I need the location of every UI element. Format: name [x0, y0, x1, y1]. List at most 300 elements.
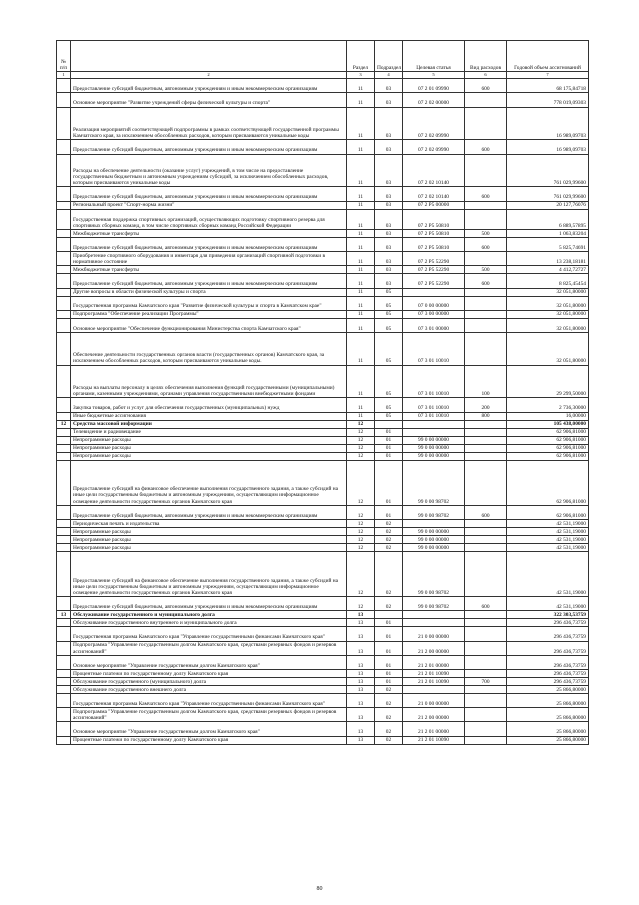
row-expense-type: 500 — [465, 229, 507, 237]
row-razdel: 13 — [347, 619, 375, 627]
row-expense-type — [465, 544, 507, 552]
row-podrazdel: 01 — [375, 452, 403, 460]
row-name: Обслуживание государственного внешнего долга — [71, 685, 347, 693]
table-row — [57, 708, 589, 722]
row-expense-type — [465, 685, 507, 693]
row-number — [57, 428, 71, 436]
row-podrazdel: 02 — [375, 520, 403, 528]
row-name: Подпрограмма "Управление государственным долгом Камчатского края, средствами резервных фондов и резервов ассигнований" — [71, 641, 347, 655]
row-name: Предоставление субсидий на финансовое обеспечение выполнения государственного задания, а также субсидий на иные цели государственным бюджетным и автономным учреждениям, осуществляющим информационное освещение деятельности государственных органов Камчатского края — [71, 552, 347, 597]
table-row — [57, 310, 589, 318]
row-razdel: 11 — [347, 274, 375, 288]
row-name: Непрограммные расходы — [71, 436, 347, 444]
table-row — [57, 93, 589, 107]
row-number — [57, 677, 71, 685]
row-number — [57, 398, 71, 412]
row-target-article: 21 2 01 10090 — [403, 677, 465, 685]
row-name: Периодическая печать и издательства — [71, 520, 347, 528]
row-razdel: 12 — [347, 597, 375, 611]
row-number — [57, 154, 71, 187]
table-row — [57, 611, 589, 619]
row-razdel: 11 — [347, 398, 375, 412]
row-podrazdel: 05 — [375, 318, 403, 332]
row-amount: 296 436,73759 — [507, 627, 589, 641]
page-number: 80 — [316, 886, 323, 892]
row-expense-type — [465, 641, 507, 655]
row-podrazdel — [375, 611, 403, 619]
row-number — [57, 520, 71, 528]
column-index: 4 — [375, 72, 403, 79]
row-name: Основное мероприятие "Управление государственным долгом Камчатского края" — [71, 655, 347, 669]
row-expense-type — [465, 420, 507, 428]
table-row — [57, 677, 589, 685]
row-number — [57, 536, 71, 544]
row-podrazdel: 02 — [375, 536, 403, 544]
row-amount: 6 889,57895 — [507, 209, 589, 229]
row-razdel: 11 — [347, 229, 375, 237]
row-expense-type: 600 — [465, 597, 507, 611]
row-razdel: 13 — [347, 736, 375, 744]
row-target-article: 07 2 02 10140 — [403, 154, 465, 187]
row-amount: 296 436,73759 — [507, 669, 589, 677]
row-podrazdel: 05 — [375, 412, 403, 420]
row-expense-type — [465, 736, 507, 744]
row-amount: 296 436,73759 — [507, 655, 589, 669]
row-amount: 4 412,72727 — [507, 266, 589, 274]
row-target-article — [403, 428, 465, 436]
row-target-article — [403, 288, 465, 296]
row-razdel: 12 — [347, 536, 375, 544]
row-expense-type — [465, 536, 507, 544]
row-target-article: 21 2 01 10090 — [403, 669, 465, 677]
table-row — [57, 693, 589, 707]
row-target-article: 07 2 P5 50810 — [403, 237, 465, 251]
row-podrazdel: 01 — [375, 444, 403, 452]
row-podrazdel: 05 — [375, 288, 403, 296]
row-number — [57, 93, 71, 107]
row-razdel: 11 — [347, 140, 375, 154]
table-row — [57, 229, 589, 237]
row-number — [57, 597, 71, 611]
row-razdel: 12 — [347, 520, 375, 528]
row-name: Предоставление субсидий бюджетным, автономным учреждениям и иным некоммерческим организациям — [71, 79, 347, 93]
header-target-article: Целевая статья — [403, 41, 465, 72]
row-number — [57, 708, 71, 722]
table-row — [57, 107, 589, 140]
row-target-article: 99 0 00 00000 — [403, 444, 465, 452]
row-number — [57, 266, 71, 274]
row-podrazdel: 05 — [375, 398, 403, 412]
row-amount: 20 127,76076 — [507, 201, 589, 209]
row-amount: 5 825,74691 — [507, 237, 589, 251]
table-row — [57, 552, 589, 597]
row-expense-type: 700 — [465, 677, 507, 685]
row-podrazdel: 05 — [375, 332, 403, 365]
table-row — [57, 154, 589, 187]
row-name: Обеспечение деятельности государственных органов власти (государственных органов) Камчатского края, за исключением обособленных расходов, которым присваиваются уникальные коды. — [71, 332, 347, 365]
row-expense-type — [465, 552, 507, 597]
row-target-article — [403, 420, 465, 428]
row-podrazdel: 01 — [375, 677, 403, 685]
row-podrazdel: 02 — [375, 736, 403, 744]
table-row — [57, 544, 589, 552]
table-row — [57, 201, 589, 209]
row-podrazdel: 01 — [375, 460, 403, 505]
row-number — [57, 209, 71, 229]
row-amount: 1 063,83204 — [507, 229, 589, 237]
row-razdel: 11 — [347, 310, 375, 318]
row-expense-type — [465, 201, 507, 209]
row-razdel: 12 — [347, 544, 375, 552]
row-name: Расходы на выплаты персоналу в целях обеспечения выполнения функций государственными (муниципальными) органами, казенными учреждениями, органами управления государственными внебюджетными фондами — [71, 365, 347, 398]
row-name: Закупка товаров, работ и услуг для обеспечения государственных (муниципальных) нужд — [71, 398, 347, 412]
row-target-article: 07 2 02 00000 — [403, 93, 465, 107]
row-podrazdel: 03 — [375, 229, 403, 237]
row-razdel: 12 — [347, 436, 375, 444]
row-razdel: 12 — [347, 452, 375, 460]
row-name: Межбюджетные трансферты — [71, 266, 347, 274]
row-name: Государственная поддержка спортивных организаций, осуществляющих подготовку спортивного резерва для спортивных сборных команд, в том числе спортивных сборных команд Российской Федерации — [71, 209, 347, 229]
row-expense-type — [465, 444, 507, 452]
table-row — [57, 452, 589, 460]
row-podrazdel: 03 — [375, 79, 403, 93]
row-expense-type: 500 — [465, 266, 507, 274]
row-name: Иные бюджетные ассигнования — [71, 412, 347, 420]
row-podrazdel: 02 — [375, 544, 403, 552]
row-expense-type: 600 — [465, 505, 507, 519]
row-number — [57, 436, 71, 444]
row-expense-type — [465, 452, 507, 460]
table-row — [57, 318, 589, 332]
table-row — [57, 412, 589, 420]
row-amount: 62 906,81000 — [507, 452, 589, 460]
row-amount: 25 866,80000 — [507, 708, 589, 722]
header-annual-amount: Годовой объем ассигнований — [507, 41, 589, 72]
row-amount: 32 051,80000 — [507, 288, 589, 296]
row-name: Непрограммные расходы — [71, 452, 347, 460]
row-amount: 62 906,81000 — [507, 428, 589, 436]
row-target-article: 07 0 00 00000 — [403, 296, 465, 310]
row-name: Расходы на обеспечение деятельности (оказание услуг) учреждений, в том числе на предоставление государственным бюджетным и автономным учреждениям субсидий, за исключением обособленных расходов, которым присваиваются уникальные коды — [71, 154, 347, 187]
table-row — [57, 274, 589, 288]
row-razdel: 12 — [347, 528, 375, 536]
row-name: Региональный проект "Спорт-норма жизни" — [71, 201, 347, 209]
row-number — [57, 412, 71, 420]
row-razdel: 12 — [347, 505, 375, 519]
row-amount: 16 989,09703 — [507, 107, 589, 140]
row-expense-type: 800 — [465, 412, 507, 420]
row-razdel: 11 — [347, 79, 375, 93]
table-row — [57, 627, 589, 641]
row-expense-type — [465, 428, 507, 436]
row-target-article: 07 3 00 00000 — [403, 310, 465, 318]
row-podrazdel: 03 — [375, 274, 403, 288]
row-amount: 42 531,19000 — [507, 520, 589, 528]
column-index-row — [57, 72, 589, 79]
row-target-article: 99 0 00 98702 — [403, 552, 465, 597]
row-amount: 32 051,80000 — [507, 332, 589, 365]
column-index: 3 — [347, 72, 375, 79]
row-target-article: 99 0 00 00000 — [403, 528, 465, 536]
row-podrazdel: 05 — [375, 296, 403, 310]
row-razdel: 13 — [347, 722, 375, 736]
table-row — [57, 428, 589, 436]
row-amount: 62 906,81000 — [507, 460, 589, 505]
row-razdel: 11 — [347, 266, 375, 274]
row-number — [57, 296, 71, 310]
row-razdel: 13 — [347, 693, 375, 707]
row-podrazdel: 05 — [375, 365, 403, 398]
row-name: Обслуживание государственного (муниципального) долга — [71, 677, 347, 685]
row-name: Основное мероприятие "Обеспечение функционирования Министерства спорта Камчатского края" — [71, 318, 347, 332]
row-target-article: 07 3 01 10010 — [403, 398, 465, 412]
row-razdel: 13 — [347, 641, 375, 655]
budget-table — [56, 40, 589, 745]
row-razdel: 11 — [347, 365, 375, 398]
row-expense-type — [465, 288, 507, 296]
row-expense-type — [465, 318, 507, 332]
header-razdel: Раздел — [347, 41, 375, 72]
row-name: Процентные платежи по государственному долгу Камчатского края — [71, 669, 347, 677]
row-expense-type — [465, 627, 507, 641]
row-name: Телевидение и радиовещание — [71, 428, 347, 436]
row-podrazdel: 02 — [375, 693, 403, 707]
row-amount: 25 866,80000 — [507, 722, 589, 736]
column-index: 6 — [465, 72, 507, 79]
table-row — [57, 237, 589, 251]
table-row — [57, 460, 589, 505]
table-row — [57, 79, 589, 93]
header-podrazdel: Подраздел — [375, 41, 403, 72]
row-expense-type — [465, 310, 507, 318]
table-row — [57, 736, 589, 744]
row-number — [57, 552, 71, 597]
row-number — [57, 693, 71, 707]
row-expense-type — [465, 107, 507, 140]
row-name: Государственная программа Камчатского края "Управление государственными финансами Камчатского края" — [71, 627, 347, 641]
row-name: Другие вопросы в области физической культуры и спорта — [71, 288, 347, 296]
row-number — [57, 288, 71, 296]
row-expense-type — [465, 669, 507, 677]
row-name: Предоставление субсидий бюджетным, автономным учреждениям и иным некоммерческим организациям — [71, 597, 347, 611]
row-podrazdel: 02 — [375, 552, 403, 597]
row-name: Обслуживание государственного внутреннего и муниципального долга — [71, 619, 347, 627]
column-index: 5 — [403, 72, 465, 79]
table-row — [57, 528, 589, 536]
row-amount: 2 736,30000 — [507, 398, 589, 412]
row-number — [57, 274, 71, 288]
row-number — [57, 619, 71, 627]
row-amount: 296 436,73759 — [507, 677, 589, 685]
table-row — [57, 536, 589, 544]
row-razdel: 11 — [347, 201, 375, 209]
budget-sheet — [56, 40, 588, 745]
row-amount: 13 238,18181 — [507, 252, 589, 266]
row-razdel: 11 — [347, 412, 375, 420]
row-target-article: 99 0 00 00000 — [403, 436, 465, 444]
table-row — [57, 669, 589, 677]
row-amount: 32 051,80000 — [507, 310, 589, 318]
row-expense-type — [465, 722, 507, 736]
row-expense-type: 600 — [465, 187, 507, 201]
table-body — [57, 79, 589, 744]
row-podrazdel: 01 — [375, 627, 403, 641]
row-name: Процентные платежи по государственному долгу Камчатского края — [71, 736, 347, 744]
row-number — [57, 641, 71, 655]
row-target-article: 99 0 00 00000 — [403, 544, 465, 552]
row-number — [57, 544, 71, 552]
row-amount: 296 436,73759 — [507, 641, 589, 655]
row-razdel: 12 — [347, 444, 375, 452]
row-razdel: 11 — [347, 288, 375, 296]
table-row — [57, 140, 589, 154]
table-row — [57, 641, 589, 655]
row-amount: 761 029,99600 — [507, 187, 589, 201]
row-number — [57, 505, 71, 519]
row-expense-type: 600 — [465, 274, 507, 288]
table-row — [57, 209, 589, 229]
row-number — [57, 79, 71, 93]
table-row — [57, 420, 589, 428]
row-expense-type — [465, 528, 507, 536]
row-target-article: 07 2 P5 00000 — [403, 201, 465, 209]
row-expense-type: 100 — [465, 365, 507, 398]
table-row — [57, 332, 589, 365]
row-name: Средства массовой информации — [71, 420, 347, 428]
row-name: Предоставление субсидий на финансовое обеспечение выполнения государственного задания, а также субсидий на иные цели государственным бюджетным и автономным учреждениям, осуществляющим информационное освещение деятельности государственных органов Камчатского края — [71, 460, 347, 505]
row-number — [57, 140, 71, 154]
row-number — [57, 318, 71, 332]
row-razdel: 11 — [347, 318, 375, 332]
row-target-article: 07 2 P5 52290 — [403, 252, 465, 266]
row-amount: 25 866,80000 — [507, 685, 589, 693]
row-target-article: 99 0 00 00000 — [403, 536, 465, 544]
table-row — [57, 444, 589, 452]
row-razdel: 11 — [347, 296, 375, 310]
row-razdel: 11 — [347, 187, 375, 201]
row-expense-type — [465, 252, 507, 266]
row-expense-type — [465, 332, 507, 365]
row-expense-type — [465, 520, 507, 528]
row-target-article: 21 2 01 10090 — [403, 736, 465, 744]
row-target-article — [403, 685, 465, 693]
row-amount: 62 906,81000 — [507, 505, 589, 519]
row-target-article: 99 0 00 98702 — [403, 460, 465, 505]
row-podrazdel: 03 — [375, 266, 403, 274]
row-name: Государственная программа Камчатского края "Развитие физической культуры и спорта в Камчатском крае" — [71, 296, 347, 310]
row-target-article: 07 2 02 09990 — [403, 107, 465, 140]
row-amount: 42 531,19000 — [507, 528, 589, 536]
row-amount: 42 531,19000 — [507, 552, 589, 597]
row-number — [57, 201, 71, 209]
row-expense-type — [465, 693, 507, 707]
row-amount: 322 303,53759 — [507, 611, 589, 619]
row-number — [57, 252, 71, 266]
table-row — [57, 365, 589, 398]
row-name: Непрограммные расходы — [71, 536, 347, 544]
row-number — [57, 107, 71, 140]
row-target-article — [403, 611, 465, 619]
row-expense-type — [465, 619, 507, 627]
row-amount: 296 436,73759 — [507, 619, 589, 627]
table-row — [57, 436, 589, 444]
row-number — [57, 444, 71, 452]
row-expense-type: 600 — [465, 237, 507, 251]
row-target-article — [403, 619, 465, 627]
row-podrazdel: 01 — [375, 428, 403, 436]
row-target-article: 99 0 00 98702 — [403, 597, 465, 611]
row-target-article: 21 2 00 00000 — [403, 708, 465, 722]
row-number — [57, 685, 71, 693]
table-row — [57, 252, 589, 266]
table-row — [57, 619, 589, 627]
table-row — [57, 685, 589, 693]
row-podrazdel: 01 — [375, 619, 403, 627]
row-target-article: 07 3 01 00000 — [403, 318, 465, 332]
row-razdel: 13 — [347, 669, 375, 677]
row-podrazdel: 03 — [375, 93, 403, 107]
row-amount: 778 019,09303 — [507, 93, 589, 107]
row-razdel: 11 — [347, 107, 375, 140]
row-target-article: 07 2 P5 52290 — [403, 266, 465, 274]
row-podrazdel: 02 — [375, 685, 403, 693]
table-row — [57, 597, 589, 611]
row-amount: 32 051,80000 — [507, 318, 589, 332]
row-amount: 105 438,00000 — [507, 420, 589, 428]
row-razdel: 12 — [347, 460, 375, 505]
column-index: 2 — [71, 72, 347, 79]
row-razdel: 12 — [347, 428, 375, 436]
row-target-article: 07 3 01 10010 — [403, 332, 465, 365]
row-number — [57, 237, 71, 251]
row-podrazdel: 05 — [375, 310, 403, 318]
row-expense-type — [465, 611, 507, 619]
table-row — [57, 288, 589, 296]
row-podrazdel: 03 — [375, 107, 403, 140]
row-podrazdel: 03 — [375, 154, 403, 187]
table-row — [57, 266, 589, 274]
row-expense-type — [465, 209, 507, 229]
row-expense-type — [465, 708, 507, 722]
table-row — [57, 655, 589, 669]
row-amount: 62 906,81000 — [507, 436, 589, 444]
row-target-article: 21 0 00 00000 — [403, 693, 465, 707]
row-target-article: 99 0 00 00000 — [403, 452, 465, 460]
row-razdel: 11 — [347, 332, 375, 365]
row-number — [57, 229, 71, 237]
row-amount: 29 299,50000 — [507, 365, 589, 398]
row-name: Государственная программа Камчатского края "Управление государственными финансами Камчатского края" — [71, 693, 347, 707]
row-razdel: 11 — [347, 252, 375, 266]
row-expense-type — [465, 460, 507, 505]
table-row — [57, 520, 589, 528]
row-number — [57, 669, 71, 677]
row-number — [57, 310, 71, 318]
row-target-article: 07 2 02 09990 — [403, 140, 465, 154]
row-expense-type — [465, 296, 507, 310]
table-row — [57, 296, 589, 310]
row-target-article: 07 3 01 10010 — [403, 365, 465, 398]
row-podrazdel: 01 — [375, 655, 403, 669]
row-podrazdel: 01 — [375, 669, 403, 677]
row-target-article: 21 0 00 00000 — [403, 627, 465, 641]
row-target-article: 21 2 01 00000 — [403, 722, 465, 736]
row-podrazdel: 03 — [375, 140, 403, 154]
row-target-article: 21 2 00 00000 — [403, 641, 465, 655]
row-amount: 32 051,80000 — [507, 296, 589, 310]
row-razdel: 13 — [347, 655, 375, 669]
row-name: Предоставление субсидий бюджетным, автономным учреждениям и иным некоммерческим организациям — [71, 274, 347, 288]
